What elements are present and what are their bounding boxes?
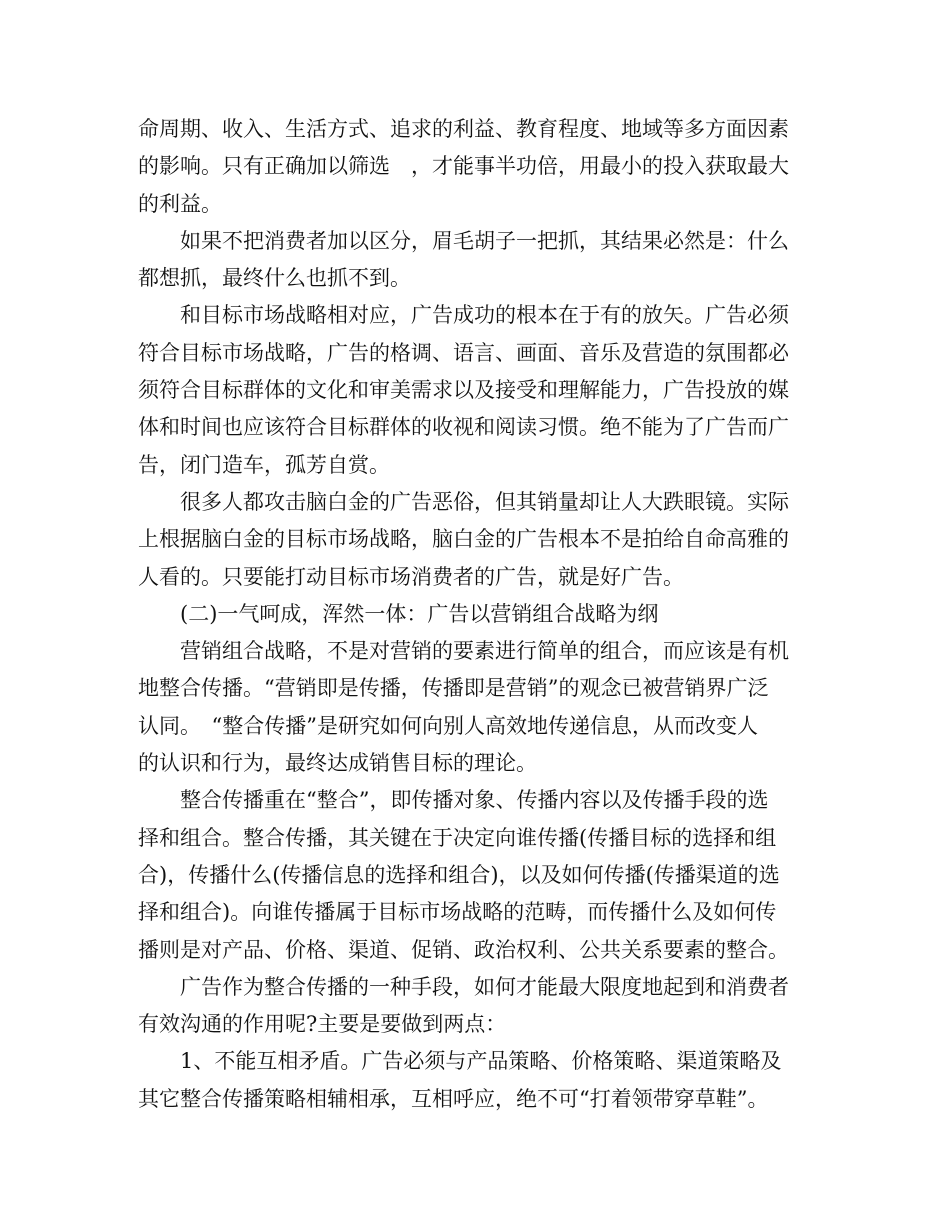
text-line: 都想抓，最终什么也抓不到。 <box>138 266 411 291</box>
text-line: 命周期、收入、生活方式、追求的利益、教育程度、地域等多方面因素 <box>138 117 789 141</box>
text-line: 和目标市场战略相对应，广告成功的根本在于有的放矢。广告必须 <box>138 303 789 328</box>
text-line: 择和组合)。向谁传播属于目标市场战略的范畴，而传播什么及如何传 <box>138 900 777 925</box>
text-line: 体和时间也应该符合目标群体的收视和阅读习惯。绝不能为了广告而广 <box>138 415 789 440</box>
text-line: 其它整合传播策略相辅相承，互相呼应，绝不可“打着领带穿草鞋”。 <box>138 1086 769 1111</box>
text-line: 的认识和行为，最终达成销售目标的理论。 <box>138 751 537 776</box>
text-line: 如果不把消费者加以区分，眉毛胡子一把抓，其结果必然是：什么 <box>138 228 789 253</box>
text-line: 的利益。 <box>138 191 222 216</box>
text-line: 1、不能互相矛盾。广告必须与产品策略、价格策略、渠道策略及 <box>138 1049 782 1074</box>
text-line: 符合目标市场战略，广告的格调、语言、画面、音乐及营造的氛围都必 <box>138 340 789 365</box>
text-line: 择和组合。整合传播，其关键在于决定向谁传播(传播目标的选择和组 <box>138 825 777 850</box>
text-line: 地整合传播。“营销即是传播，传播即是营销”的观念已被营销界广泛 <box>138 676 769 701</box>
text-line: 合)，传播什么(传播信息的选择和组合)，以及如何传播(传播渠道的选 <box>138 862 780 887</box>
text-line: 须符合目标群体的文化和审美需求以及接受和理解能力，广告投放的媒 <box>138 378 789 403</box>
document-body <box>138 111 818 1118</box>
text-line: 有效沟通的作用呢?主要是要做到两点： <box>138 1012 507 1037</box>
text-line: 营销组合战略，不是对营销的要素进行简单的组合，而应该是有机 <box>138 639 789 664</box>
text-line: 播则是对产品、价格、渠道、促销、政治权利、公共关系要素的整合。 <box>138 937 789 962</box>
section-heading: (二)一气呵成，浑然一体：广告以营销组合战略为纲 <box>138 601 659 626</box>
text-line: 人看的。只要能打动目标市场消费者的广告，就是好广告。 <box>138 564 684 589</box>
text-line: 广告作为整合传播的一种手段，如何才能最大限度地起到和消费者 <box>138 974 789 999</box>
text-line: 整合传播重在“整合”，即传播对象、传播内容以及传播手段的选 <box>138 788 769 813</box>
text-line: 上根据脑白金的目标市场战略，脑白金的广告根本不是拍给自命高雅的 <box>138 527 789 552</box>
text-line: 告，闭门造车，孤芳自赏。 <box>138 452 390 477</box>
text-line: 的影响。只有正确加以筛选 ，才能事半功倍，用最小的投入获取最大 <box>138 154 789 179</box>
text-line: 认同。 “整合传播”是研究如何向别人高效地传递信息，从而改变人 <box>138 713 758 738</box>
text-line: 很多人都攻击脑白金的广告恶俗，但其销量却让人大跌眼镜。实际 <box>138 489 789 514</box>
